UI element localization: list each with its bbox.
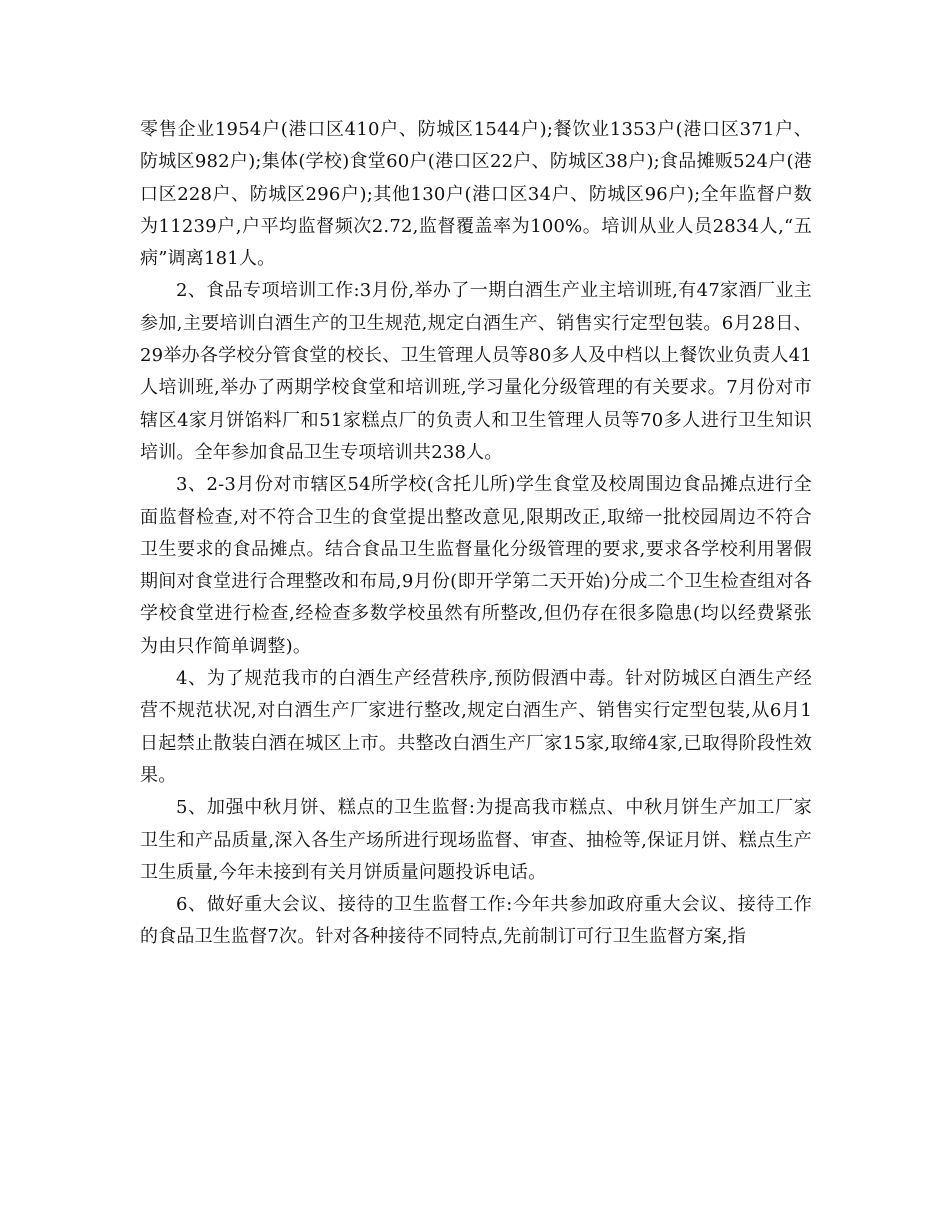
paragraph-4: 4、为了规范我市的白酒生产经营秩序,预防假酒中毒。针对防城区白酒生产经营不规范状况,对白酒生产厂家进行整改,规定白酒生产、销售实行定型包装,从6月1日起禁止散装白酒在城区上市。共整改白酒生产厂家15家,取缔4家,已取得阶段性效果。 bbox=[140, 668, 812, 786]
paragraph-6: 6、做好重大会议、接待的卫生监督工作:今年共参加政府重大会议、接待工作的食品卫生监督7次。针对各种接待不同特点,先前制订可行卫生监督方案,指 bbox=[140, 894, 812, 948]
paragraph-3: 3、2-3月份对市辖区54所学校(含托儿所)学生食堂及校周围边食品摊点进行全面监督检查,对不符合卫生的食堂提出整改意见,限期改正,取缔一批校园周边不符合卫生要求的食品摊点。结合食品卫生监督量化分级管理的要求,要求各学校利用署假期间对食堂进行合理整改和布局,9月份(即开学第二天开始)分成二个卫生检查组对各学校食堂进行检查,经检查多数学校虽然有所整改,但仍存在很多隐患(均以经费紧张为由只作简单调整)。 bbox=[140, 474, 812, 657]
paragraph-5: 5、加强中秋月饼、糕点的卫生监督:为提高我市糕点、中秋月饼生产加工厂家卫生和产品质量,深入各生产场所进行现场监督、审查、抽检等,保证月饼、糕点生产卫生质量,今年未接到有关月饼质量问题投诉电话。 bbox=[140, 797, 812, 883]
paragraph-2: 2、食品专项培训工作:3月份,举办了一期白酒生产业主培训班,有47家酒厂业主参加,主要培训白酒生产的卫生规范,规定白酒生产、销售实行定型包装。6月28日、29举办各学校分管食堂的校长、卫生管理人员等80多人及中档以上餐饮业负责人41人培训班,举办了两期学校食堂和培训班,学习量化分级管理的有关要求。7月份对市辖区4家月饼馅料厂和51家糕点厂的负责人和卫生管理人员等70多人进行卫生知识培训。全年参加食品卫生专项培训共238人。 bbox=[140, 280, 812, 463]
document-body bbox=[140, 114, 812, 954]
paragraph-1: 零售企业1954户(港口区410户、防城区1544户);餐饮业1353户(港口区371户、防城区982户);集体(学校)食堂60户(港口区22户、防城区38户);食品摊贩524户(港口区228户、防城区296户);其他130户(港口区34户、防城区96户);全年监督户数为11239户,户平均监督频次2.72,监督覆盖率为100%。培训从业人员2834人,“五病”调离181人。 bbox=[140, 119, 812, 270]
